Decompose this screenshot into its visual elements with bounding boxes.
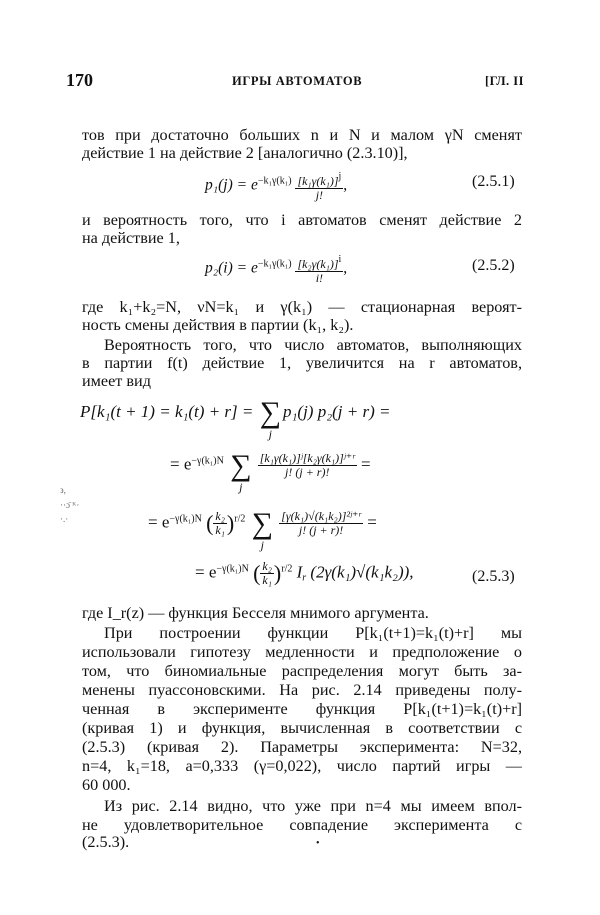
denominator: k₁ [262, 573, 272, 587]
margin-mark: ·.· [60, 514, 69, 524]
denominator: j! (j + r)! [298, 523, 344, 537]
numerator: k₂ [215, 509, 225, 523]
numerator: [k₂γ(k₁)] [297, 257, 339, 271]
numerator: [k₁γ(k₁)]ʲ[k₂γ(k₁)]ʲ⁺ʳ [259, 451, 355, 465]
eq-tail: , [343, 176, 348, 194]
equation-number: (2.5.2) [472, 257, 515, 274]
text-line: на действие 1, [82, 229, 180, 247]
power: r/2 [281, 563, 293, 575]
text-line: тов при достаточно больших n и N и малом γN сменят [82, 126, 522, 144]
power: r/2 [234, 513, 246, 525]
text-line: имеет вид [82, 372, 151, 390]
numerator: [γ(k₁)√(k₁k₂)]²ʲ⁺ʳ [281, 509, 361, 523]
eq-lhs: = e [195, 562, 217, 582]
fraction [258, 452, 357, 479]
ratio-fraction [213, 510, 227, 537]
equation-2-5-1 [205, 170, 347, 202]
text-line: При построении функции P[k₁(t+1)=k₁(t)+r] мы [104, 624, 522, 642]
sum-symbol: ∑ j [259, 396, 282, 441]
sum-symbol: ∑ j [230, 448, 252, 494]
text-line: (кривая 1) и функция, вычисленная в соответствии с [82, 719, 522, 737]
right-paren: ) [273, 560, 282, 586]
sum-symbol: ∑ j [251, 506, 273, 552]
right-paren: ) [226, 510, 235, 536]
equation-2-5-3-line-4 [195, 560, 414, 587]
eq-exponent: −γ(k₁)N [191, 455, 224, 467]
text-line: в партии f(t) действие 1, увеличится на r автоматов, [82, 354, 522, 372]
bessel-argument: (2γ(k₁)√(k₁k₂)), [310, 562, 414, 582]
left-paren: ( [253, 560, 261, 586]
sum-index: j [268, 427, 272, 441]
numerator: k₂ [262, 559, 272, 573]
num-power: i [338, 254, 342, 265]
eq-tail: = [367, 512, 377, 532]
eq-exponent: −γ(k₁)N [216, 563, 249, 575]
eq-exponent: −γ(k₁)N [169, 513, 202, 525]
sum-index: j [239, 479, 243, 494]
numerator: [k₁γ(k₁)] [297, 174, 339, 188]
text-line: не удовлетворительное совпадение эксперимента с [82, 816, 522, 834]
ratio-fraction [260, 560, 274, 587]
margin-mark: ··ɔ̈ ᴷ· [60, 500, 80, 510]
equation-number: (2.5.1) [472, 173, 515, 190]
text-line: Вероятность того, что число автоматов, выполняющих [104, 336, 522, 354]
fraction [279, 510, 363, 537]
page-number: 170 [66, 70, 93, 90]
eq-rhs: p₁(j) p₂(j + r) = [283, 401, 391, 421]
num-power: j [338, 171, 342, 182]
ink-speck: • [316, 838, 320, 849]
text-line: использовали гипотезу медленности и предположение о [82, 643, 522, 661]
text-line: ность смены действия в партии (k₁, k₂). [82, 316, 354, 334]
equation-2-5-2 [205, 253, 347, 285]
text-line: том, что биномиальные распределения могут быть за- [82, 662, 522, 680]
equation-number: (2.5.3) [472, 568, 515, 585]
left-paren: ( [206, 510, 214, 536]
text-line: (2.5.3) (кривая 2). Параметры эксперимента: N=32, [82, 738, 522, 756]
eq-lhs: P[k₁(t + 1) = k₁(t) + r] = [80, 401, 254, 421]
eq-lhs: p₂(i) = e [205, 259, 258, 277]
text-line: менены пуассоновскими. На рис. 2.14 приведены полу- [82, 681, 522, 699]
equation-2-5-3-line-2 [170, 448, 371, 494]
eq-lhs: = e [148, 512, 170, 532]
text-line: и вероятность того, что i автоматов сменят действие 2 [82, 211, 522, 229]
chapter-label: [ГЛ. II [485, 74, 525, 88]
text-line: действие 1 на действие 2 [аналогично (2.3.10)], [82, 144, 408, 162]
text-line: n=4, k₁=18, a=0,333 (γ=0,022), число партий игры — [82, 757, 522, 775]
eq-lhs: = e [170, 454, 192, 474]
equation-2-5-3-line-3 [148, 506, 377, 552]
bessel-order: r [302, 572, 307, 584]
denominator: j! (j + r)! [285, 465, 330, 479]
eq-tail: , [343, 259, 348, 277]
sum-index: j [260, 537, 264, 552]
denominator: j! [315, 188, 324, 202]
denominator: k₁ [215, 523, 225, 537]
text-line: где k₁+k₂=N, νN=k₁ и γ(k₁) — стационарная вероят- [82, 298, 522, 316]
eq-exponent: −k₁γ(k₁) [257, 175, 292, 187]
margin-mark: ϶, [60, 485, 66, 495]
text-line: Из рис. 2.14 видно, что уже при n=4 мы имеем впол- [104, 797, 522, 815]
fraction [295, 170, 343, 202]
text-line: ченная в эксперименте функция P[k₁(t+1)=k₁(t)+r] [82, 700, 522, 718]
eq-tail: = [361, 454, 371, 474]
running-title: ИГРЫ АВТОМАТОВ [232, 74, 363, 88]
fraction [295, 253, 343, 285]
eq-exponent: −k₁γ(k₁) [257, 258, 292, 270]
equation-2-5-3-line-1 [80, 396, 391, 441]
denominator: i! [315, 271, 324, 285]
text-line: (2.5.3). [82, 833, 130, 851]
text-line: 60 000. [82, 776, 131, 794]
eq-lhs: p₁(j) = e [205, 176, 258, 194]
text-line: где I_r(z) — функция Бесселя мнимого аргумента. [82, 604, 429, 622]
bessel-symbol: I [296, 562, 303, 582]
